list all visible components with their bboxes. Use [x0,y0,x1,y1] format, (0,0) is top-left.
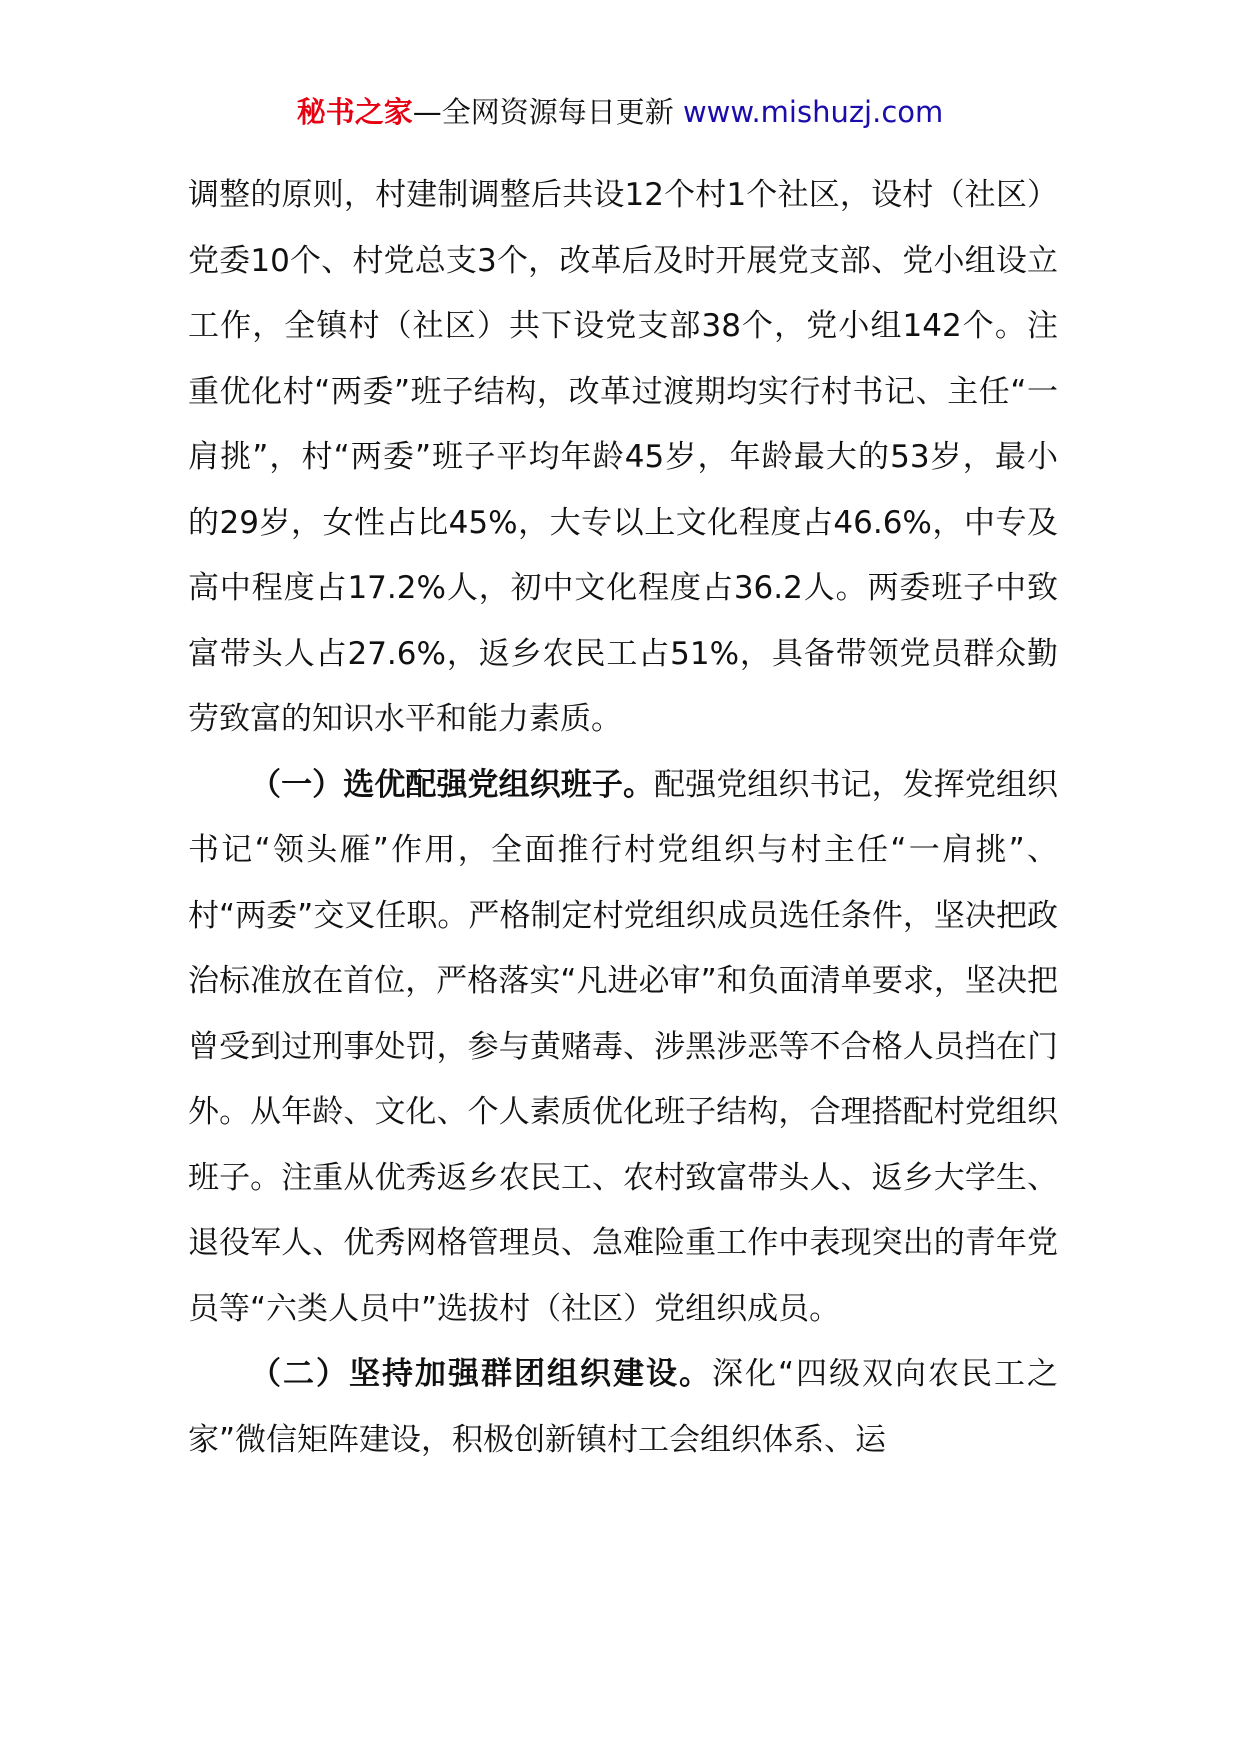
site-slogan: —全网资源每日更新 [412,95,674,129]
document-body [188,163,1058,1473]
paragraph-text: 深化“四级双向农民工之家”微信矩阵建设，积极创新镇村工会组织体系、运 [188,1356,1059,1458]
site-header [0,92,1240,132]
section-heading: （二）坚持加强群团组织建设。 [250,1356,712,1392]
paragraph-text: 调整的原则，村建制调整后共设12个村1个社区，设村（社区）党委10个、村党总支3个，改革后及时开展党支部、党小组设立工作，全镇村（社区）共下设党支部38个，党小组142个。注重优化村“两委”班子结构，改革过渡期均实行村书记、主任“一肩挑”，村“两委”班子平均年龄45岁，年龄最大的53岁，最小的29岁，女性占比45%，大专以上文化程度占46.6%，中专及高中程度占17.2%人，初中文化程度占36.2人。两委班子中致富带头人占27.6%，返乡农民工占51%，具备带领党员群众勤劳致富的知识水平和能力素质。 [188,177,1058,737]
section-heading: （一）选优配强党组织班子。 [250,766,655,803]
paragraph-text: 配强党组织书记，发挥党组织书记“领头雁”作用，全面推行村党组织与村主任“一肩挑”、村“两委”交叉任职。严格制定村党组织成员选任条件，坚决把政治标准放在首位，严格落实“凡进必审”和负面清单要求，坚决把曾受到过刑事处罚，参与黄赌毒、涉黑涉恶等不合格人员挡在门外。从年龄、文化、个人素质优化班子结构，合理搭配村党组织班子。注重从优秀返乡农民工、农村致富带头人、返乡大学生、退役军人、优秀网格管理员、急难险重工作中表现突出的青年党员等“六类人员中”选拔村（社区）党组织成员。 [188,766,1059,1327]
paragraph-intro [188,163,1058,753]
site-url-link[interactable]: www.mishuzj.com [673,95,944,129]
paragraph-section-1 [188,753,1058,1343]
paragraph-section-2 [188,1342,1058,1473]
site-brand: 秘书之家 [296,95,413,129]
